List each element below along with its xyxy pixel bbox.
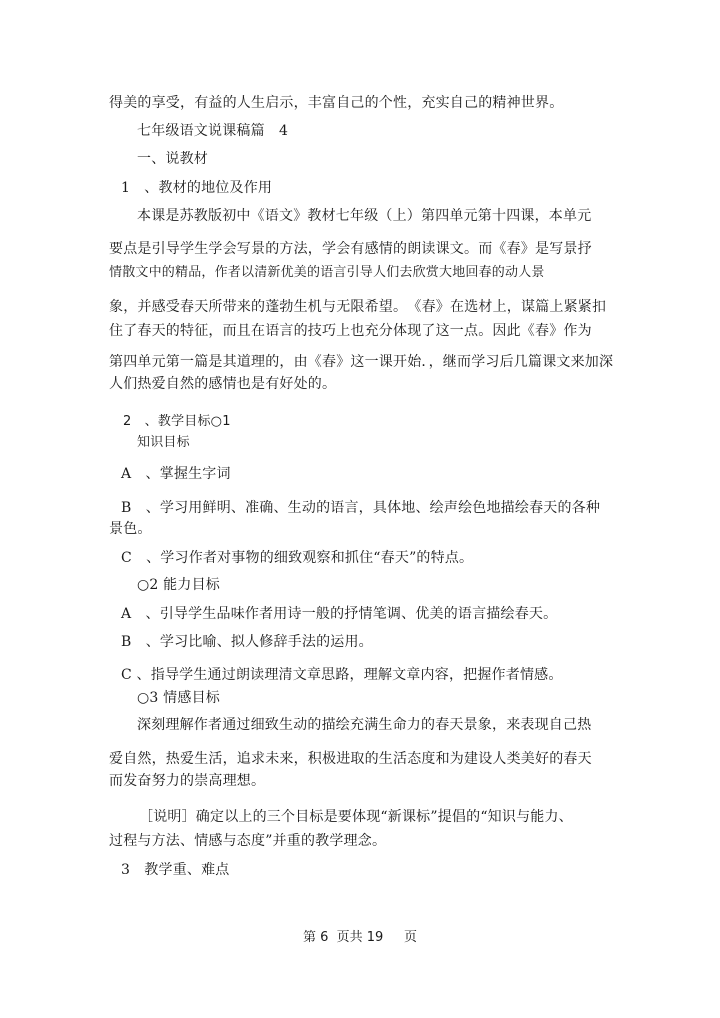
note-line: ［说明］确定以上的三个目标是要体现“新课标”提倡的“知识与能力、 — [139, 809, 573, 825]
list-item: B 、学习用鲜明、准确、生动的语言，具体地、绘声绘色地描绘春天的各种 — [121, 500, 601, 516]
paragraph-line: 情散文中的精品，作者以清新优美的语言引导人们去欣赏大地回春的动人景 — [109, 265, 545, 280]
paragraph-line: 景色。 — [109, 521, 152, 537]
goal-heading: ○3 情感目标 — [137, 690, 220, 706]
paragraph-line: 象，并感受春天所带来的蓬勃生机与无限希望。 《春》在选材上，谋篇上紧紧扣 — [109, 299, 607, 315]
subsection-heading: 1 、教材的地位及作用 — [121, 180, 273, 196]
subsection-heading: 2 、教学目标○1 — [123, 414, 231, 429]
list-item: B 、学习比喻、拟人修辞手法的运用。 — [121, 634, 373, 650]
paragraph-line: 本课是苏教版初中《语文》教材七年级（上）第四单元第十四课，本单元 — [137, 208, 592, 224]
list-item: C 、指导学生通过朗读理清文章思路，理解文章内容，把握作者情感。 — [121, 667, 563, 683]
goal-heading: 知识目标 — [137, 435, 190, 450]
paragraph-line: 住了春天的特征，而且在语言的技巧上也充分体现了这一点。因此《春》作为 — [109, 323, 592, 339]
note-line: 过程与方法、情感与态度”并重的教学理念。 — [109, 833, 387, 849]
goal-heading: ○2 能力目标 — [137, 577, 220, 593]
paragraph-line: 要点是引导学生学会写景的方法，学会有感情的朗读课文。而《春》是写景抒 — [109, 241, 592, 257]
section-heading: 七年级语文说课稿篇 4 — [137, 123, 289, 139]
paragraph-line: 得美的享受，有益的人生启示，丰富自己的个性，充实自己的精神世界。 — [109, 95, 564, 111]
page-footer: 第 6 页共 19 页 — [302, 930, 417, 945]
paragraph-line: 人们热爱自然的感情也是有好处的。 — [109, 376, 337, 392]
subsection-heading: 一、说教材 — [137, 151, 208, 167]
paragraph-line: 而发奋努力的崇高理想。 — [109, 773, 266, 789]
paragraph-line: 爱自然，热爱生活，追求未来，积极进取的生活态度和为建设人类美好的春天 — [109, 751, 592, 767]
paragraph-line: 深刻理解作者通过细致生动的描绘充满生命力的春天景象，来表现自己热 — [137, 717, 592, 733]
list-item: A 、引导学生品味作者用诗一般的抒情笔调、优美的语言描绘春天。 — [121, 606, 558, 622]
paragraph-line: 第四单元第一篇是其道理的，由《春》这一课开始．，继而学习后几篇课文来加深 — [109, 354, 614, 370]
subsection-heading: 3 教学重、难点 — [121, 862, 230, 878]
list-item: C 、学习作者对事物的细致观察和抓住“春天”的特点。 — [121, 550, 474, 566]
list-item: A 、掌握生字词 — [121, 466, 231, 482]
